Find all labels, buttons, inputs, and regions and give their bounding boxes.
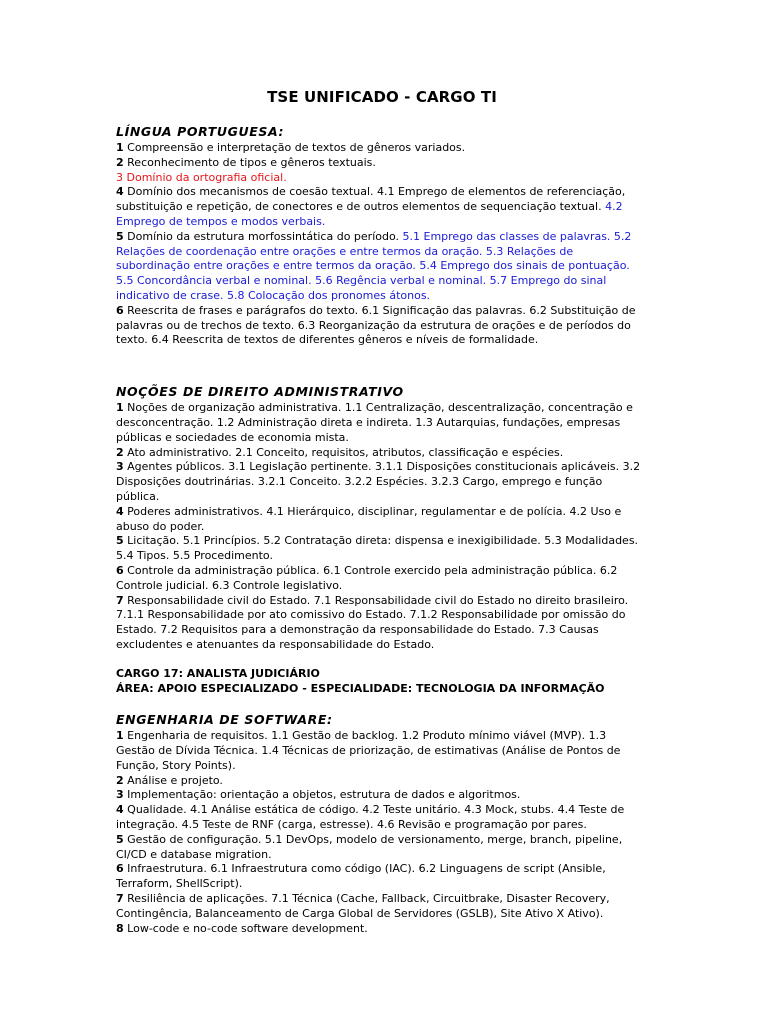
list-item: [116, 141, 648, 156]
list-item: [116, 156, 648, 171]
item-number: 6: [116, 862, 124, 876]
item-text: Infraestrutura. 6.1 Infraestrutura como código (IAC). 6.2 Linguagens de script (Ansible, Terraform, ShellScript).: [116, 862, 606, 891]
item-text: Reescrita de frases e parágrafos do texto. 6.1 Significação das palavras. 6.2 Substituição de palavras ou de trechos de texto. 6.3 Reorganização da estrutura de orações e de períodos do texto. 6.4 Reescrita de textos de diferentes gêneros e níveis de formalidade.: [116, 303, 636, 347]
item-text: Agentes públicos. 3.1 Legislação pertinente. 3.1.1 Disposições constitucionais aplicáveis. 3.2 Disposições doutrinárias. 3.2.1 Conceito. 3.2.2 Espécies. 3.2.3 Cargo, emprego e função pública.: [116, 460, 641, 503]
item-text-highlighted-blue: 5.1 Emprego das classes de palavras. 5.2 Relações de coordenação entre orações e entre termos da oração. 5.3 Relações de subordinação entre orações e entre termos da oração. 5.4 Emprego dos sinais de pontuação. 5.5 Concordância verbal e nominal. 5.6 Regência verbal e nominal. 5.7 Emprego do sinal indicativo de crase. 5.8 Colocação dos pronomes átonos.: [116, 229, 632, 302]
item-number: 1: [116, 141, 124, 154]
item-text-highlighted-blue: 4.2 Emprego de tempos e modos verbais.: [116, 200, 623, 228]
spacer: [116, 653, 648, 667]
item-number: 2: [116, 445, 124, 459]
spacer: [116, 348, 648, 370]
cargo-block: [116, 667, 648, 697]
item-number: 6: [116, 563, 124, 577]
item-text: Domínio da ortografia oficial.: [126, 170, 287, 184]
list-item: [116, 922, 648, 937]
item-text: Gestão de configuração. 5.1 DevOps, modelo de versionamento, merge, branch, pipeline, CI/CD e database migration.: [116, 832, 623, 861]
list-item: [116, 505, 648, 535]
item-number: 3: [116, 788, 124, 802]
item-text: Domínio dos mecanismos de coesão textual. 4.1 Emprego de elementos de referenciação, substituição e repetição, de conectores e de outros elementos de sequenciação textual.: [116, 185, 626, 214]
item-number: 5: [116, 229, 124, 243]
item-text: Licitação. 5.1 Princípios. 5.2 Contratação direta: dispensa e inexigibilidade. 5.3 Modalidades. 5.4 Tipos. 5.5 Procedimento.: [116, 534, 639, 563]
item-number: 2: [116, 773, 124, 787]
item-number: 8: [116, 921, 124, 935]
item-number: 5: [116, 832, 124, 846]
list-item: [116, 460, 648, 504]
item-number: 1: [116, 401, 124, 415]
item-text: Implementação: orientação a objetos, estrutura de dados e algoritmos.: [127, 788, 521, 802]
list-item: [116, 564, 648, 594]
list-item: [116, 862, 648, 892]
cargo-title: CARGO 17: ANALISTA JUDICIÁRIO: [116, 666, 320, 680]
item-text: Noções de organização administrativa. 1.1 Centralização, descentralização, concentração e desconcentração. 1.2 Administração direta e indireta. 1.3 Autarquias, fundações, empresas públicas e sociedades de economia mista.: [116, 401, 633, 444]
item-number: 1: [116, 729, 124, 743]
spacer: [116, 370, 648, 384]
list-item: [116, 185, 648, 229]
item-text: Poderes administrativos. 4.1 Hierárquico, disciplinar, regulamentar e de polícia. 4.2 Uso e abuso do poder.: [116, 504, 622, 533]
item-text: Ato administrativo. 2.1 Conceito, requisitos, atributos, classificação e espécies.: [127, 445, 564, 459]
item-number: 7: [116, 892, 124, 906]
list-item: [116, 401, 648, 445]
item-number: 7: [116, 593, 124, 607]
item-number: 4: [116, 803, 124, 817]
section-direito-administrativo: [116, 384, 648, 653]
item-number: 5: [116, 534, 124, 548]
item-number: 4: [116, 185, 124, 199]
item-number: 2: [116, 155, 124, 169]
list-item: [116, 892, 648, 922]
item-text: Controle da administração pública. 6.1 Controle exercido pela administração pública. 6.2 Controle judicial. 6.3 Controle legislativo.: [116, 563, 618, 592]
cargo-area: ÁREA: APOIO ESPECIALIZADO - ESPECIALIDADE: TECNOLOGIA DA INFORMAÇÃO: [116, 681, 605, 695]
list-item: [116, 774, 648, 789]
section-engenharia-software: [116, 712, 648, 936]
item-text: Análise e projeto.: [127, 773, 223, 787]
item-text: Responsabilidade civil do Estado. 7.1 Responsabilidade civil do Estado no direito brasileiro. 7.1.1 Responsabilidade por ato comissivo do Estado. 7.1.2 Responsabilidade por omissão do Estado. 7.2 Requisitos para a demonstração da responsabilidade do Estado. 7.3 Causas excludentes e atenuantes da responsabilidade do Estado.: [116, 593, 629, 651]
spacer: [116, 696, 648, 712]
list-item: [116, 594, 648, 653]
item-number: 3: [116, 170, 123, 184]
list-item-highlighted-red: [116, 171, 648, 186]
section-heading: NOÇÕES DE DIREITO ADMINISTRATIVO: [116, 384, 404, 400]
item-number: 3: [116, 460, 124, 474]
item-text: Engenharia de requisitos. 1.1 Gestão de backlog. 1.2 Produto mínimo viável (MVP). 1.3 Gestão de Dívida Técnica. 1.4 Técnicas de priorização, de estimativas (Análise de Pontos de Função, Story Points).: [116, 729, 621, 772]
section-heading: LÍNGUA PORTUGUESA:: [116, 124, 285, 139]
item-text: Reconhecimento de tipos e gêneros textuais.: [127, 155, 376, 169]
item-text: Qualidade. 4.1 Análise estática de código. 4.2 Teste unitário. 4.3 Mock, stubs. 4.4 Teste de integração. 4.5 Teste de RNF (carga, estresse). 4.6 Revisão e programação por pares.: [116, 803, 625, 832]
section-lingua-portuguesa: [116, 124, 648, 348]
item-number: 6: [116, 303, 124, 317]
list-item: [116, 304, 648, 348]
list-item: [116, 230, 648, 304]
item-number: 4: [116, 504, 124, 518]
item-text: Compreensão e interpretação de textos de gêneros variados.: [127, 141, 466, 154]
list-item: [116, 788, 648, 803]
list-item: [116, 446, 648, 461]
item-text: Low-code e no-code software development.: [127, 921, 368, 935]
list-item: [116, 729, 648, 773]
list-item: [116, 534, 648, 564]
list-item: [116, 803, 648, 833]
section-heading: ENGENHARIA DE SOFTWARE:: [116, 712, 333, 728]
item-text: Domínio da estrutura morfossintática do período.: [127, 229, 400, 243]
list-item: [116, 833, 648, 863]
document-title: TSE UNIFICADO - CARGO TI: [267, 88, 497, 106]
item-text: Resiliência de aplicações. 7.1 Técnica (Cache, Fallback, Circuitbrake, Disaster Recovery, Contingência, Balanceamento de Carga Global de Servidores (GSLB), Site Ativo X Ativo).: [116, 892, 610, 920]
